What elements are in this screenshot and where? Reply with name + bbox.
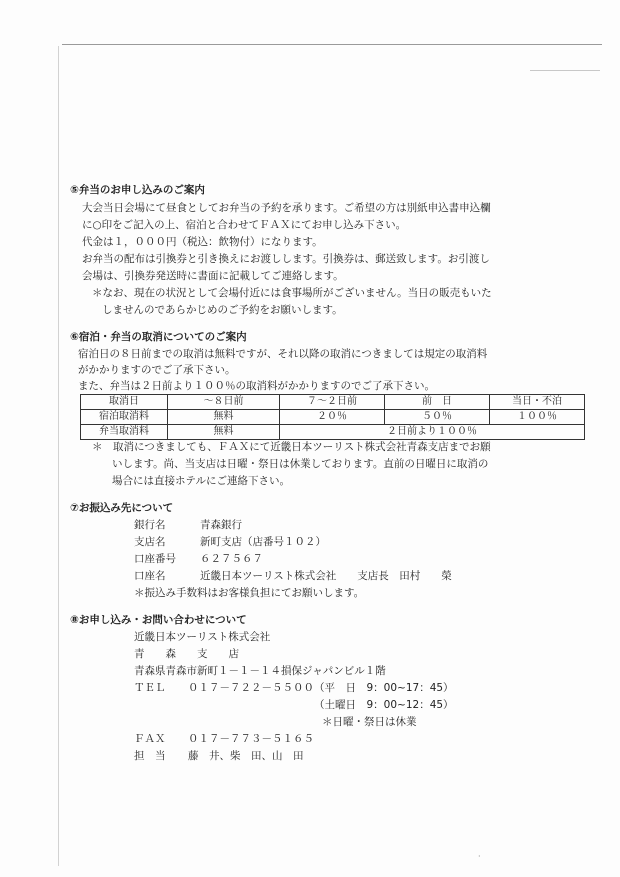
account-value: ６２７５６７ xyxy=(200,553,263,565)
holder-label: 口座名 xyxy=(134,570,166,582)
account-label: 口座番号 xyxy=(134,553,176,565)
holder-value: 近畿日本ツーリスト株式会社 支店長 田村 榮 xyxy=(200,570,452,582)
bank-label: 銀行名 xyxy=(134,519,166,531)
table-header-cell: 前 日 xyxy=(385,395,490,410)
staff-label: 担 当 xyxy=(134,750,166,762)
company-name: 近畿日本ツーリスト株式会社 xyxy=(134,631,271,643)
section5-line: 代金は１，０００円（税込：飲物付）になります。 xyxy=(82,236,323,248)
table-row xyxy=(81,425,585,440)
fee-note: ＊振込み手数料はお客様負担にてお願いします。 xyxy=(134,587,365,599)
section5-line: 大会当日会場にて昼食としてお弁当の予約を承ります。ご希望の方は別紙申込書申込欄 xyxy=(82,202,491,214)
branch-name: 青 森 支 店 xyxy=(134,648,239,660)
section6-line: また、弁当は２日前より１００％の取消料がかかりますのでご了承下さい。 xyxy=(78,380,435,392)
table-header-cell: ～８日前 xyxy=(168,395,280,410)
section6-title: ⑥宿泊・弁当の取消についてのご案内 xyxy=(70,331,247,343)
staff-value: 藤 井、柴 田、山 田 xyxy=(188,750,304,762)
table-cell: ２０％ xyxy=(280,410,385,425)
table-cell: 無料 xyxy=(168,410,280,425)
top-rule-short xyxy=(530,70,600,71)
table-cell: 無料 xyxy=(168,425,280,440)
address: 青森県青森市新町１－１－１４損保ジャパンビル１階 xyxy=(134,665,386,677)
section6-line: がかかりますのでご了承下さい。 xyxy=(78,364,236,376)
branch-label: 支店名 xyxy=(134,536,166,548)
section7-title: ⑦お振込み先について xyxy=(70,502,174,514)
section5-note: しませんのであらかじめのご予約をお願いします。 xyxy=(102,304,343,316)
section6-note: ＊ 取消につきましても、ＦＡＸにて近畿日本ツーリスト株式会社青森支店までお願 xyxy=(92,441,491,453)
saturday-hours: （土曜日 9：00~12：45） xyxy=(314,699,454,711)
section5-note: ＊なお、現在の状況として会場付近には食事場所がございません。当日の販売もいた xyxy=(92,287,492,299)
section8-title: ⑧お申し込み・お問い合わせについて xyxy=(70,614,247,626)
scan-speck: · xyxy=(478,852,481,861)
section5-line: 会場は、引換券発送時に書面に記載してご連絡します。 xyxy=(82,270,344,282)
table-header-row xyxy=(81,395,585,410)
bank-value: 青森銀行 xyxy=(200,519,242,531)
section5-line: に○印をご記入の上、宿泊と合わせてＦＡＸにてお申し込み下さい。 xyxy=(82,219,407,231)
table-header-cell: 取消日 xyxy=(81,395,168,410)
table-cell: 宿泊取消料 xyxy=(81,410,168,425)
cancellation-fee-table xyxy=(80,394,585,440)
table-cell: １００％ xyxy=(490,410,585,425)
fax-value: ０１７－７７３－５１６５ xyxy=(188,733,314,745)
left-margin-line xyxy=(58,46,59,866)
table-cell: 弁当取消料 xyxy=(81,425,168,440)
section5-line: お弁当の配布は引換券と引き換えにお渡しします。引換券は、郵送致します。お引渡し xyxy=(82,253,490,265)
section6-note: いします。尚、当支店は日曜・祭日は休業しております。直前の日曜日に取消の xyxy=(112,458,489,470)
fax-label: ＦＡＸ xyxy=(134,733,166,745)
section5-title: ⑤弁当のお申し込みのご案内 xyxy=(70,184,205,196)
table-cell: ２日前より１００％ xyxy=(280,425,585,440)
tel-value: ０１７－７２２－５５００（平 日 9：00~17：45） xyxy=(188,682,454,694)
table-header-cell: ７～２日前 xyxy=(280,395,385,410)
table-header-cell: 当日・不泊 xyxy=(490,395,585,410)
tel-label: ＴＥＬ xyxy=(134,682,166,694)
section6-line: 宿泊日の８日前までの取消は無料ですが、それ以降の取消につきましては規定の取消料 xyxy=(78,348,488,360)
section6-note: 場合には直接ホテルにご連絡下さい。 xyxy=(112,475,290,487)
table-row xyxy=(81,410,585,425)
closed-note: ＊日曜・祭日は休業 xyxy=(322,716,417,728)
branch-value: 新町支店（店番号１０２） xyxy=(200,536,326,548)
top-rule xyxy=(62,44,602,45)
table-cell: ５０％ xyxy=(385,410,490,425)
